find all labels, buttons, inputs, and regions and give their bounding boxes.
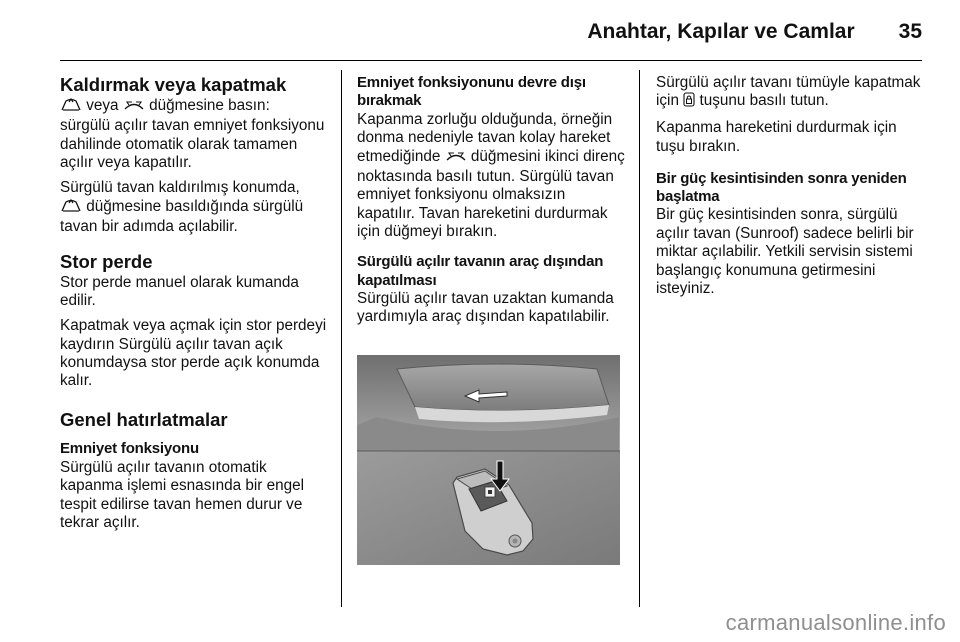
paragraph-close-fully: Sürgülü açılır tavanı tümüyle kapatmak için tuşunu basılı tutun. [656,74,926,113]
page-header [587,20,922,44]
paragraph-raised-position: Sürgülü tavan kaldırılmış konumda, düğmesine basıldığında sürgülü tavan bir adımda açılabilir. [60,179,304,235]
subheading-remote-close: Sürgülü açılır tavanın araç dışından kapatılması [357,253,604,289]
subheading-safety-function: Emniyet fonksiyonu [60,440,199,458]
column-3 [656,74,926,305]
paragraph-stop-closing: Kapanma hareketini durdurmak için tuşu bırakın. [656,119,897,155]
paragraph-sunblind-2: Kapatmak veya açmak için stor perdeyi kaydırın Sürgülü açılır tavan açık konumdaysa stor perde açık konumda kalır. [60,317,327,390]
column-2 [357,74,627,333]
sunroof-slide-icon [445,148,467,168]
column-divider-1 [341,70,342,607]
column-divider-2 [639,70,640,607]
paragraph-sunblind-1: Stor perde manuel olarak kumanda edilir. [60,273,299,310]
paragraph-disable-safety: Kapanma zorluğu olduğunda, örneğin donma nedeniyle tavan kolay hareket etmediğinde düğmesini ikinci direnç noktasında basılı tutun. Sürgülü tavan emniyet fonksiyonu olmaksızın kapatılır. Tavan hareketini durdurmak için düğmeyi bırakın. [357,110,625,241]
paragraph-power-restart: Bir güç kesintisinden sonra, sürgülü açılır tavan (Sunroof) sadece belirli bir miktar açılabilir. Yetkili servisin sistemi başlangıç konumuna getirmesini isteyiniz. [656,206,914,298]
subheading-power-restart: Bir güç kesintisinden sonra yeniden başlatma [656,169,907,206]
remote-key-sunroof-illustration [357,355,620,565]
header-rule [60,60,922,61]
paragraph-remote-close: Sürgülü açılır tavan uzaktan kumanda yardımıyla araç dışından kapatılabilir. [357,289,614,326]
paragraph-safety-function: Sürgülü açılır tavanın otomatik kapanma işlemi esnasında bir engel tespit edilirse tavan hemen durur ve tekrar açılır. [60,458,305,531]
header-title: Anahtar, Kapılar ve Camlar [587,20,855,43]
sunroof-tilt-icon [60,97,82,117]
column-1 [60,74,328,539]
paragraph-raise-close: veya düğmesine basın: sürgülü açılır tavan emniyet fonksiyonu dahilinde otomatik olarak tamamen açılır veya kapatılır. [60,97,325,172]
heading-raise-close: Kaldırmak veya kapatmak [60,74,287,95]
subheading-disable-safety: Emniyet fonksiyonunu devre dışı bırakmak [357,74,586,110]
sunroof-slide-icon [123,97,145,117]
watermark: carmanualsonline.info [725,610,946,635]
heading-general-notes: Genel hatırlatmalar [60,409,228,431]
page-number: 35 [898,20,922,43]
heading-sunblind: Stor perde [60,250,153,272]
sunroof-tilt-icon [60,198,82,218]
lock-button-icon [683,92,695,112]
